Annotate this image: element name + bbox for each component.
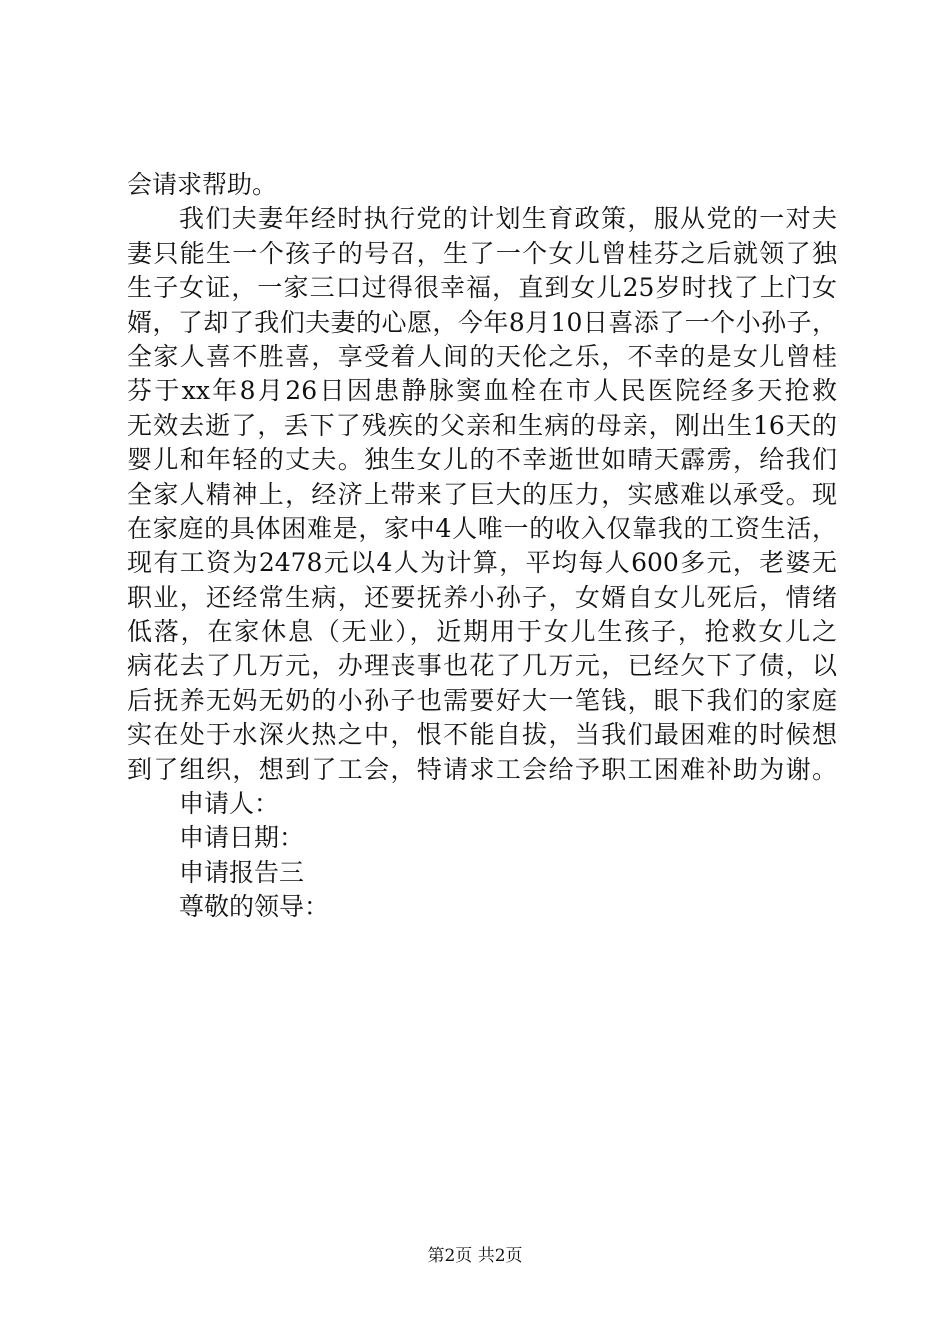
paragraph-line: 现有工资为2478元以4人为计算，平均每人600多元，老婆无	[127, 548, 837, 578]
paragraph-line: 后抚养无妈无奶的小孙子也需要好大一笔钱，眼下我们的家庭	[127, 685, 837, 715]
paragraph-line: 芬于xx年8月26日因患静脉窦血栓在市人民医院经多天抢救	[127, 376, 837, 406]
paragraph-line: 在家庭的具体困难是，家中4人唯一的收入仅靠我的工资生活，	[127, 513, 837, 543]
document-body	[127, 168, 837, 925]
paragraph-line: 妻只能生一个孩子的号召，生了一个女儿曾桂芬之后就领了独	[127, 238, 837, 268]
paragraph-line: 全家人喜不胜喜，享受着人间的天伦之乐，不幸的是女儿曾桂	[127, 341, 837, 371]
paragraph-line: 生子女证，一家三口过得很幸福，直到女儿25岁时找了上门女	[127, 273, 837, 303]
paragraph-line: 病花去了几万元，办理丧事也花了几万元，已经欠下了债，以	[127, 651, 837, 681]
paragraph-line: 婿，了却了我们夫妻的心愿，今年8月10日喜添了一个小孙子，	[127, 307, 837, 337]
paragraph-line: 无效去逝了，丢下了残疾的父亲和生病的母亲，刚出生16天的	[127, 410, 837, 440]
page-number: 第2页 共2页	[427, 1246, 523, 1266]
application-date-label: 申请日期：	[179, 823, 305, 853]
paragraph-line: 到了组织，想到了工会，特请求工会给予职工困难补助为谢。	[127, 754, 837, 784]
page-footer	[0, 1245, 950, 1267]
paragraph-line: 低落，在家休息（无业），近期用于女儿生孩子，抢救女儿之	[127, 617, 837, 647]
paragraph-line: 会请求帮助。	[127, 170, 278, 199]
next-report-title: 申请报告三	[179, 857, 305, 887]
salutation: 尊敬的领导：	[179, 892, 330, 922]
applicant-label: 申请人：	[179, 789, 280, 819]
paragraph-line: 实在处于水深火热之中，恨不能自拔，当我们最困难的时候想	[127, 720, 837, 750]
paragraph-line: 婴儿和年轻的丈夫。独生女儿的不幸逝世如晴天霹雳，给我们	[127, 445, 837, 475]
paragraph-line: 我们夫妻年经时执行党的计划生育政策，服从党的一对夫	[179, 204, 837, 234]
paragraph-line: 全家人精神上，经济上带来了巨大的压力，实感难以承受。现	[127, 479, 837, 509]
paragraph-line: 职业，还经常生病，还要抚养小孙子，女婿自女儿死后，情绪	[127, 582, 837, 612]
